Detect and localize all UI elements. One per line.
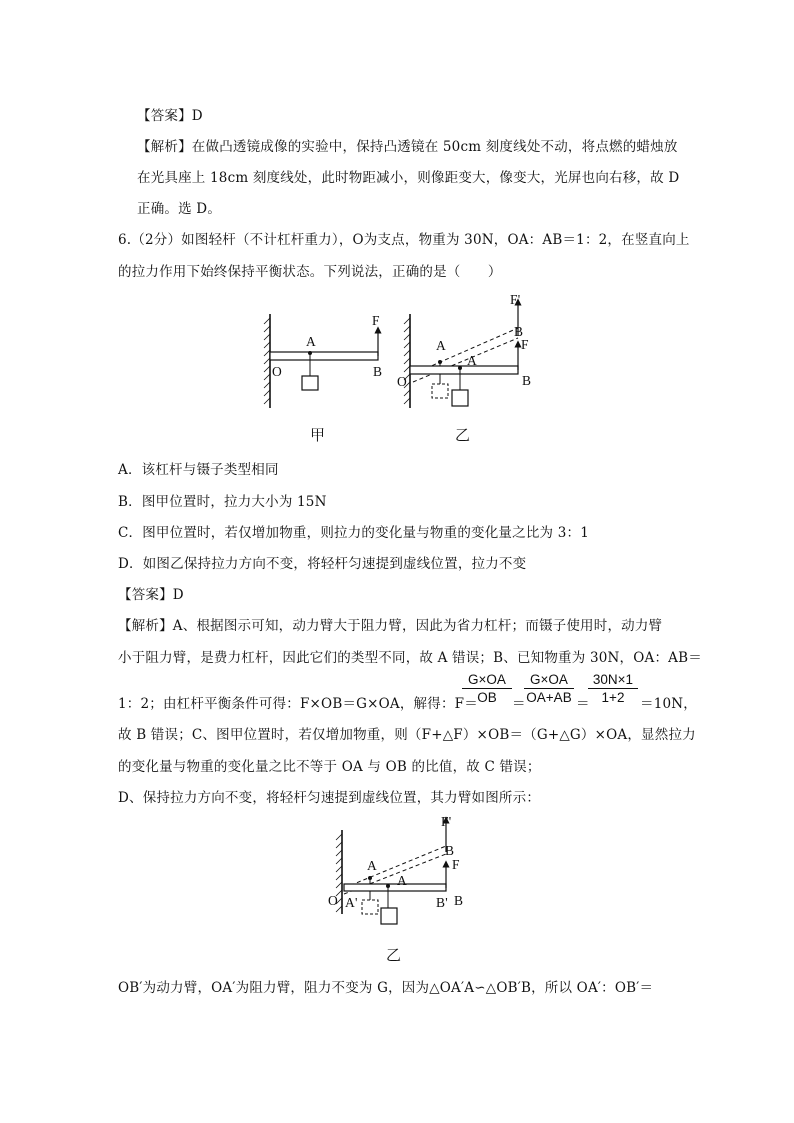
equals-sign-2: ＝ [512,696,526,712]
label-b-solid-fig2: B [454,893,464,908]
analysis-1-line-3: 正确。选 D。 [137,201,222,217]
caption-jia: 甲 [310,426,326,444]
lever-figure-top [258,290,548,450]
option-c: C．图甲位置时，若仅增加物重，则拉力的变化量与物重的变化量之比为 3：1 [118,525,589,541]
analysis-6-line-3-suffix: ＝10N， [640,696,697,712]
fraction-1-denominator: OB [477,690,497,705]
label-a-prime-fig2: A' [345,895,358,910]
label-b-solid-yi: B [522,373,532,388]
label-a-solid-fig2: A [397,873,407,888]
lever-figure-arms [330,812,490,932]
label-f-fig2: F [452,857,460,872]
weight-block-dashed-2 [362,900,378,914]
analysis-6-line-4: 故 B 错误；C、图甲位置时，若仅增加物重，则（F+△F）×OB＝（G+△G）×OA，显然拉力 [118,727,696,743]
weight-block-yi [452,390,468,406]
answer-label-1: 【答案】D [137,108,203,124]
fraction-30n-over-3 [588,671,638,706]
label-o-jia: O [272,364,282,379]
label-f-yi: F [521,337,529,352]
lever-bar-jia [270,352,378,360]
fraction-2-denominator: OA+AB [526,690,572,705]
analysis-1-line-2: 在光具座上 18cm 刻度线处，此时物距减小，则像距变大，像变大，光屏也向右移，故 D [137,170,680,186]
label-a-dashed-yi: A [436,338,446,353]
answer-label-6: 【答案】D [118,587,184,603]
label-b-jia: B [373,364,383,379]
equals-sign-3: ＝ [576,696,590,712]
analysis-1-line-1: 【解析】在做凸透镜成像的实验中，保持凸透镜在 50cm 刻度线处不动，将点燃的蜡烛放 [137,139,678,155]
weight-block-dashed [432,384,448,398]
caption-yi-fig2: 乙 [386,946,402,964]
label-f-prime-yi: F' [510,292,521,307]
analysis-6-line-3-prefix: 1：2；由杠杆平衡条件可得：F×OB＝G×OA，解得：F＝ [118,696,478,712]
lever-bar-yi [410,366,518,374]
analysis-6-line-1: 【解析】A、根据图示可知，动力臂大于阻力臂，因此为省力杠杆；而镊子使用时，动力臂 [118,618,663,634]
fraction-3-denominator: 1+2 [601,690,625,705]
fraction-g-oa-over-ob [462,671,512,706]
question-6-stem-line-1: 6.（2分）如图轻杆（不计杠杆重力），O为支点，物重为 30N，OA：AB＝1：2，在竖直向上 [118,232,690,248]
label-b-dashed-yi: B [514,324,524,339]
question-6-stem-line-2: 的拉力作用下始终保持平衡状态。下列说法，正确的是（ ） [118,264,502,280]
fraction-2-numerator: G×OA [524,671,574,689]
label-b-prime-fig2: B' [436,895,448,910]
label-b-dashed-fig2: B [445,843,455,858]
label-a-jia: A [306,334,316,349]
option-b: B．图甲位置时，拉力大小为 15N [118,494,327,510]
analysis-6-line-6: D、保持拉力方向不变，将轻杆匀速提到虚线位置，其力臂如图所示： [118,790,541,806]
fraction-3-numerator: 30N×1 [588,671,638,689]
label-a-solid-yi: A [467,353,477,368]
label-a-dashed-fig2: A [367,858,377,873]
fraction-1-numerator: G×OA [462,671,512,689]
option-a: A．该杠杆与镊子类型相同 [118,462,279,478]
option-d: D．如图乙保持拉力方向不变，将轻杆匀速提到虚线位置，拉力不变 [118,556,527,572]
analysis-6-line-5: 的变化量与物重的变化量之比不等于 OA 与 OB 的比值，故 C 错误； [118,759,541,775]
figure-jia [264,314,378,408]
label-o-fig2: O [328,893,338,908]
analysis-6-line-7: OB′为动力臂，OA′为阻力臂，阻力不变为 G，因为△OA′A∽△OB′B，所以 OA′：OB′＝ [118,980,654,996]
fraction-g-oa-over-oa-ab [524,671,574,706]
analysis-6-line-2: 小于阻力臂，是费力杠杆，因此它们的类型不同，故 A 错误；B、已知物重为 30N，OA：AB＝ [118,650,702,666]
figure-yi [404,302,518,408]
weight-block-jia [302,376,318,390]
caption-yi: 乙 [455,426,471,444]
label-f-prime-fig2: F' [441,814,452,829]
lever-bar-2 [344,884,446,891]
label-o-yi: O [397,374,407,389]
weight-block-2 [381,908,397,924]
label-f-jia: F [372,313,380,328]
